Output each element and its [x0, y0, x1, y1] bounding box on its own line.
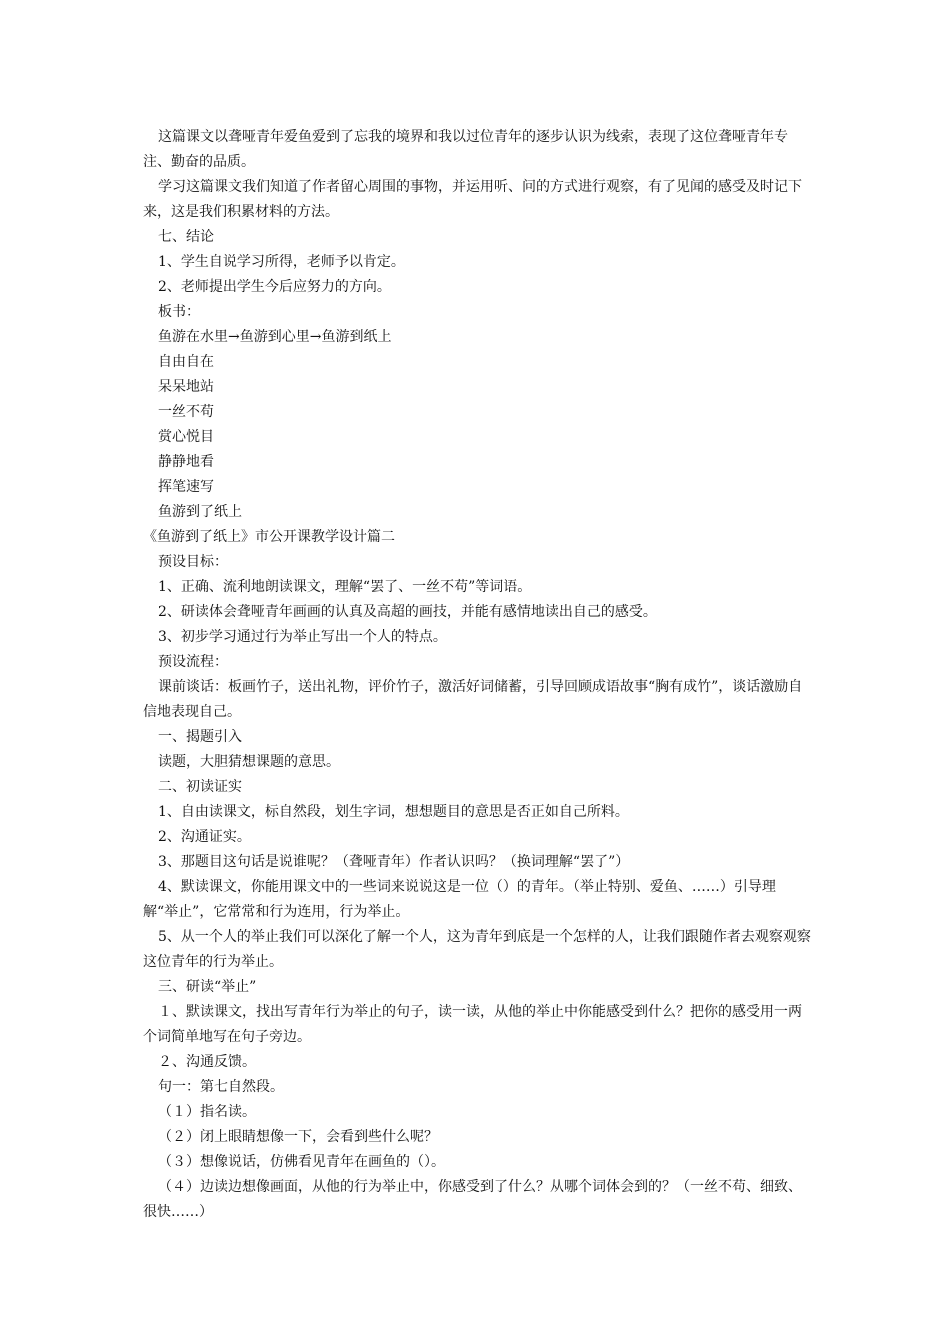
list-item: 1、自由读课文，标自然段，划生字词，想想题目的意思是否正如自己所料。	[158, 804, 629, 820]
list-item: ２、沟通反馈。	[158, 1054, 256, 1070]
blackboard-line: 赏心悦目	[158, 429, 214, 445]
paragraph: 读题，大胆猜想课题的意思。	[158, 754, 340, 770]
blackboard-line: 鱼游到了纸上	[158, 504, 242, 520]
document-body	[143, 125, 811, 1225]
blackboard-label: 板书：	[158, 304, 200, 320]
blackboard-line: 静静地看	[158, 454, 214, 470]
section-heading: 七、结论	[158, 229, 214, 245]
list-item: 1、学生自说学习所得，老师予以肯定。	[158, 254, 405, 270]
paragraph: 这篇课文以聋哑青年爱鱼爱到了忘我的境界和我以过位青年的逐步认识为线索，表现了这位聋哑青年专注、勤奋的品质。	[143, 129, 788, 170]
section-heading: 三、研读“举止”	[158, 979, 257, 995]
section-heading: 二、初读证实	[158, 779, 242, 795]
paragraph: 学习这篇课文我们知道了作者留心周围的事物，并运用听、问的方式进行观察，有了见闻的感受及时记下来，这是我们积累材料的方法。	[143, 179, 802, 220]
blackboard-line: 挥笔速写	[158, 479, 214, 495]
list-item: 2、研读体会聋哑青年画画的认真及高超的画技，并能有感情地读出自己的感受。	[158, 604, 657, 620]
list-item: （３）想像说话，仿佛看见青年在画鱼的（）。	[158, 1154, 445, 1170]
paragraph: 句一：第七自然段。	[158, 1079, 284, 1095]
list-item: （２）闭上眼睛想像一下，会看到些什么呢？	[158, 1129, 438, 1145]
list-item: 2、老师提出学生今后应努力的方向。	[158, 279, 391, 295]
blackboard-line: 鱼游在水里→鱼游到心里→鱼游到纸上	[158, 329, 392, 345]
list-item: １、默读课文，找出写青年行为举止的句子，读一读，从他的举止中你能感受到什么？把你的感受用一两个词简单地写在句子旁边。	[143, 1004, 802, 1045]
blackboard-line: 一丝不苟	[158, 404, 214, 420]
list-item: 3、那题目这句话是说谁呢？（聋哑青年）作者认识吗？（换词理解“罢了”）	[158, 854, 630, 870]
list-item: 2、沟通证实。	[158, 829, 251, 845]
blackboard-line: 呆呆地站	[158, 379, 214, 395]
section-heading: 预设目标：	[158, 554, 228, 570]
list-item: 4、默读课文，你能用课文中的一些词来说说这是一位（）的青年。（举止特别、爱鱼、……）引导理解“举止”，它常常和行为连用，行为举止。	[143, 879, 776, 920]
document-title: 《鱼游到了纸上》市公开课教学设计篇二	[143, 529, 395, 545]
list-item: （４）边读边想像画面，从他的行为举止中，你感受到了什么？从哪个词体会到的？（一丝不苟、细致、很快……）	[143, 1179, 802, 1220]
section-heading: 一、揭题引入	[158, 729, 242, 745]
list-item: （１）指名读。	[158, 1104, 256, 1120]
paragraph: 课前谈话：板画竹子，送出礼物，评价竹子，激活好词储蓄，引导回顾成语故事“胸有成竹”，谈话激励自信地表现自己。	[143, 679, 803, 720]
list-item: 1、正确、流利地朗读课文，理解“罢了、一丝不苟”等词语。	[158, 579, 532, 595]
blackboard-line: 自由自在	[158, 354, 214, 370]
list-item: 3、初步学习通过行为举止写出一个人的特点。	[158, 629, 447, 645]
section-heading: 预设流程：	[158, 654, 228, 670]
list-item: 5、从一个人的举止我们可以深化了解一个人，这为青年到底是一个怎样的人，让我们跟随作者去观察观察这位青年的行为举止。	[143, 929, 811, 970]
